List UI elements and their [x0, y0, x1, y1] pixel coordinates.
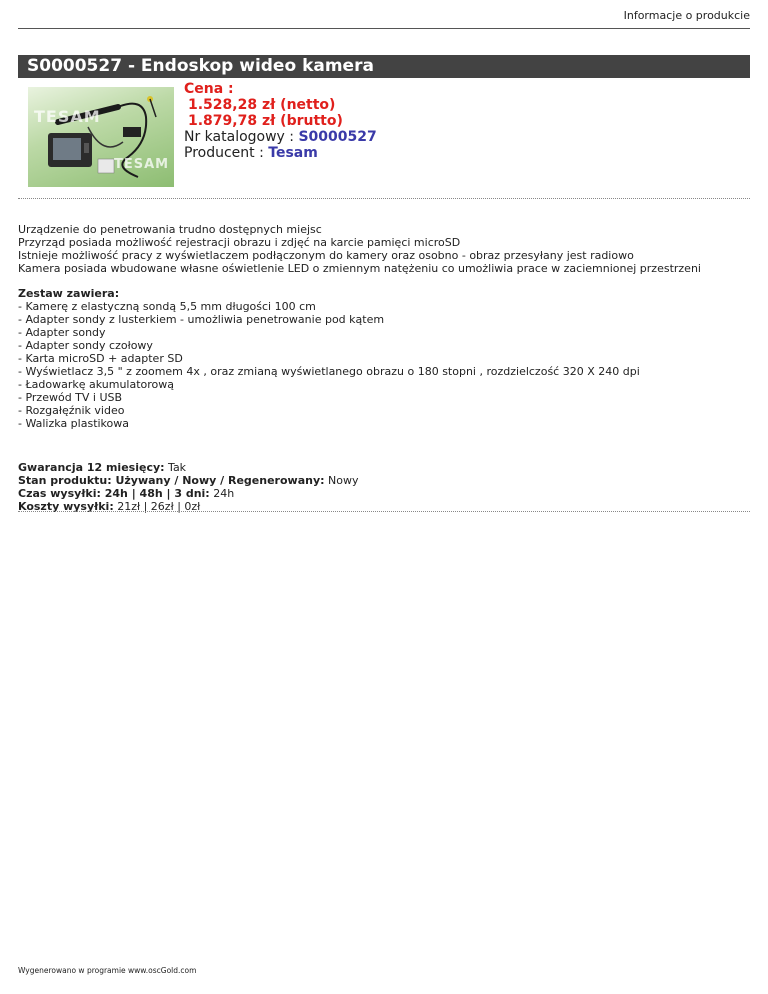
producer-row — [184, 145, 377, 161]
kit-item: - Kamerę z elastyczną sondą 5,5 mm długości 100 cm — [18, 300, 316, 313]
catalog-number-label: Nr katalogowy : — [184, 129, 299, 145]
description-line: Przyrząd posiada możliwość rejestracji obrazu i zdjęć na karcie pamięci microSD — [18, 236, 461, 249]
endoscope-kit-illustration — [28, 87, 174, 187]
photo-watermark: TESAM — [114, 157, 170, 172]
spec-label: Koszty wysyłki: — [18, 500, 114, 513]
producer-label: Producent : — [184, 145, 269, 161]
spec-row-warranty — [18, 461, 359, 474]
product-specs — [18, 461, 359, 513]
spec-label: Czas wysyłki: 24h | 48h | 3 dni: — [18, 487, 210, 500]
spec-row-condition — [18, 474, 359, 487]
section-divider — [18, 511, 750, 512]
price-label: Cena : — [184, 81, 234, 97]
description-line: Urządzenie do penetrowania trudno dostępnych miejsc — [18, 223, 322, 236]
catalog-number-row — [184, 129, 377, 145]
kit-item: - Adapter sondy — [18, 326, 106, 339]
page-section-header: Informacje o produkcie — [623, 9, 750, 22]
kit-item: - Przewód TV i USB — [18, 391, 123, 404]
catalog-number: S0000527 — [298, 129, 377, 145]
kit-item: - Ładowarkę akumulatorową — [18, 378, 175, 391]
kit-item: - Adapter sondy z lusterkiem - umożliwia penetrowanie pod kątem — [18, 313, 385, 326]
product-description — [18, 223, 701, 275]
kit-heading: Zestaw zawiera: — [18, 287, 120, 300]
kit-item: - Adapter sondy czołowy — [18, 339, 153, 352]
spec-value: 24h — [209, 487, 235, 500]
producer-name: Tesam — [268, 145, 318, 161]
spec-value: Tak — [164, 461, 187, 474]
generator-footer: Wygenerowano w programie www.oscGold.com — [18, 966, 197, 975]
kit-item: - Walizka plastikowa — [18, 417, 130, 430]
spec-row-shipping-time — [18, 487, 359, 500]
spec-label: Gwarancja 12 miesięcy: — [18, 461, 165, 474]
kit-item: - Rozgałęźnik video — [18, 404, 125, 417]
section-divider — [18, 198, 750, 199]
kit-item: - Wyświetlacz 3,5 " z zoomem 4x , oraz zmianą wyświetlanego obrazu o 180 stopni , rozdzielczość 320 X 240 dpi — [18, 365, 640, 378]
price-block — [184, 81, 377, 161]
description-line: Kamera posiada wbudowane własne oświetlenie LED o zmiennym natężeniu co umożliwia prace w zaciemnionej przestrzeni — [18, 262, 701, 275]
product-title: S0000527 - Endoskop wideo kamera — [18, 55, 750, 78]
price-net: 1.528,28 zł (netto) — [188, 97, 336, 113]
kit-contents — [18, 287, 640, 430]
product-image — [28, 87, 174, 187]
price-gross: 1.879,78 zł (brutto) — [188, 113, 343, 129]
spec-value: 21zł | 26zł | 0zł — [113, 500, 201, 513]
header-divider — [18, 28, 750, 29]
spec-label: Stan produktu: Używany / Nowy / Regenerowany: — [18, 474, 325, 487]
photo-watermark: TESAM — [34, 107, 101, 126]
kit-item: - Karta microSD + adapter SD — [18, 352, 183, 365]
description-line: Istnieje możliwość pracy z wyświetlaczem podłączonym do kamery oraz osobno - obraz przesyłany jest radiowo — [18, 249, 634, 262]
spec-value: Nowy — [324, 474, 359, 487]
